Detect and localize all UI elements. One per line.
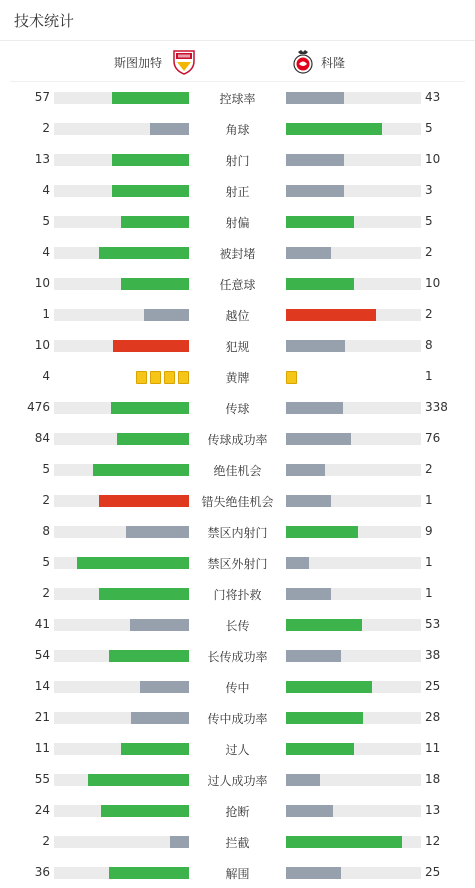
home-bar-fill	[140, 681, 189, 693]
stat-row	[0, 671, 475, 702]
home-value: 54	[34, 648, 50, 662]
stat-label: 禁区内射门	[207, 526, 268, 540]
home-bar-track	[54, 185, 189, 197]
away-bar-fill	[286, 340, 345, 352]
home-value: 476	[27, 400, 50, 414]
stat-row	[0, 144, 475, 175]
yellow-card-icon	[150, 371, 161, 384]
away-bar-track	[286, 774, 421, 786]
stat-row	[0, 516, 475, 547]
away-team[interactable]	[291, 49, 345, 75]
home-bar-track	[54, 278, 189, 290]
away-bar-track	[286, 278, 421, 290]
away-bar-fill	[286, 123, 382, 135]
home-value: 10	[34, 338, 50, 352]
stat-label: 门将扑救	[213, 588, 262, 602]
away-bar-fill	[286, 154, 344, 166]
away-bar-fill	[286, 216, 354, 228]
stat-label: 拦截	[225, 836, 250, 850]
stat-row	[0, 640, 475, 671]
away-bar-fill	[286, 278, 354, 290]
away-bar-fill	[286, 495, 331, 507]
away-value: 1	[425, 586, 433, 600]
away-bar-track	[286, 185, 421, 197]
stat-row	[0, 733, 475, 764]
away-bar-track	[286, 805, 421, 817]
stat-row	[0, 113, 475, 144]
home-value: 2	[42, 121, 50, 135]
away-value: 5	[425, 121, 433, 135]
away-bar-fill	[286, 433, 351, 445]
away-bar-track	[286, 309, 421, 321]
away-value: 53	[425, 617, 441, 631]
home-bar-track	[54, 402, 189, 414]
home-team[interactable]	[114, 49, 196, 75]
home-bar-track	[54, 836, 189, 848]
stat-row	[0, 578, 475, 609]
home-bar-track	[54, 557, 189, 569]
stat-row	[0, 268, 475, 299]
home-bar-track	[54, 743, 189, 755]
stat-label: 犯规	[225, 340, 250, 354]
stat-row	[0, 175, 475, 206]
home-value: 1	[42, 307, 50, 321]
away-bar-track	[286, 712, 421, 724]
away-bar-track	[286, 743, 421, 755]
stat-row	[0, 857, 475, 888]
away-bar-track	[286, 340, 421, 352]
home-value: 24	[34, 803, 50, 817]
stat-label: 禁区外射门	[207, 557, 268, 571]
home-bar-fill	[99, 247, 189, 259]
stat-label: 越位	[225, 309, 250, 323]
away-value: 38	[425, 648, 441, 662]
home-value: 2	[42, 834, 50, 848]
home-bar-fill	[121, 278, 189, 290]
away-value: 2	[425, 245, 433, 259]
away-bar-fill	[286, 526, 358, 538]
home-bar-fill	[112, 154, 189, 166]
stat-label: 射偏	[225, 216, 250, 230]
stat-row	[0, 764, 475, 795]
home-bar-fill	[112, 92, 189, 104]
away-bar-track	[286, 402, 421, 414]
stat-label: 任意球	[219, 278, 256, 292]
stat-row	[0, 237, 475, 268]
away-bar-fill	[286, 557, 309, 569]
away-value: 9	[425, 524, 433, 538]
away-bar-track	[286, 433, 421, 445]
home-bar-track	[54, 526, 189, 538]
away-bar-track	[286, 216, 421, 228]
stat-label: 传中	[225, 681, 250, 695]
away-bar-fill	[286, 309, 376, 321]
stat-label: 黄牌	[225, 371, 250, 385]
stuttgart-crest-icon	[172, 49, 196, 75]
away-bar-track	[286, 867, 421, 879]
home-value: 11	[34, 741, 50, 755]
home-value: 2	[42, 586, 50, 600]
away-value: 13	[425, 803, 441, 817]
away-bar-fill	[286, 619, 362, 631]
home-yellow-cards	[136, 371, 189, 383]
stat-row	[0, 330, 475, 361]
stats-list	[0, 82, 475, 888]
stat-label: 长传成功率	[207, 650, 268, 664]
home-bar-fill	[77, 557, 189, 569]
away-bar-fill	[286, 681, 372, 693]
yellow-card-icon	[178, 371, 189, 384]
home-value: 5	[42, 555, 50, 569]
home-bar-fill	[113, 340, 189, 352]
away-value: 1	[425, 555, 433, 569]
stat-row	[0, 609, 475, 640]
home-bar-track	[54, 681, 189, 693]
home-bar-track	[54, 588, 189, 600]
away-bar-track	[286, 154, 421, 166]
home-bar-fill	[109, 867, 189, 879]
home-bar-fill	[111, 402, 189, 414]
home-value: 4	[42, 245, 50, 259]
home-value: 5	[42, 462, 50, 476]
teams-header	[10, 41, 465, 82]
away-bar-fill	[286, 92, 344, 104]
home-value: 4	[42, 183, 50, 197]
away-value: 1	[425, 493, 433, 507]
away-value: 1	[425, 369, 433, 383]
home-bar-fill	[121, 216, 189, 228]
home-value: 2	[42, 493, 50, 507]
away-value: 10	[425, 276, 441, 290]
stat-row	[0, 485, 475, 516]
home-value: 8	[42, 524, 50, 538]
stat-row	[0, 702, 475, 733]
away-bar-track	[286, 557, 421, 569]
home-bar-track	[54, 619, 189, 631]
away-bar-fill	[286, 588, 331, 600]
home-value: 5	[42, 214, 50, 228]
away-bar-fill	[286, 836, 402, 848]
home-bar-track	[54, 247, 189, 259]
away-bar-track	[286, 619, 421, 631]
home-bar-track	[54, 309, 189, 321]
stat-row	[0, 361, 475, 392]
home-bar-track	[54, 867, 189, 879]
home-bar-track	[54, 774, 189, 786]
stat-label: 射门	[225, 154, 250, 168]
stat-label: 绝佳机会	[213, 464, 262, 478]
home-bar-fill	[130, 619, 189, 631]
home-bar-fill	[131, 712, 189, 724]
stat-row	[0, 547, 475, 578]
home-bar-track	[54, 650, 189, 662]
stat-label: 过人成功率	[207, 774, 268, 788]
away-bar-track	[286, 588, 421, 600]
stat-row	[0, 206, 475, 237]
home-bar-fill	[101, 805, 189, 817]
away-value: 76	[425, 431, 441, 445]
home-bar-fill	[126, 526, 189, 538]
away-bar-track	[286, 495, 421, 507]
away-value: 2	[425, 462, 433, 476]
away-bar-track	[286, 247, 421, 259]
away-bar-track	[286, 681, 421, 693]
home-value: 57	[34, 90, 50, 104]
away-value: 12	[425, 834, 441, 848]
home-bar-fill	[93, 464, 189, 476]
away-bar-fill	[286, 464, 325, 476]
away-yellow-cards	[286, 371, 297, 383]
home-bar-track	[54, 712, 189, 724]
home-bar-fill	[150, 123, 189, 135]
home-value: 10	[34, 276, 50, 290]
stat-row	[0, 299, 475, 330]
home-bar-fill	[117, 433, 189, 445]
away-bar-fill	[286, 774, 320, 786]
stat-label: 传球	[225, 402, 250, 416]
home-bar-track	[54, 92, 189, 104]
home-value: 21	[34, 710, 50, 724]
stat-label: 传中成功率	[207, 712, 268, 726]
home-value: 36	[34, 865, 50, 879]
stat-label: 抢断	[225, 805, 250, 819]
stat-label: 角球	[225, 123, 250, 137]
away-bar-fill	[286, 712, 363, 724]
stat-label: 解围	[225, 867, 250, 881]
away-bar-track	[286, 464, 421, 476]
home-value: 14	[34, 679, 50, 693]
away-value: 3	[425, 183, 433, 197]
away-value: 11	[425, 741, 441, 755]
away-value: 8	[425, 338, 433, 352]
away-bar-track	[286, 526, 421, 538]
stat-row	[0, 454, 475, 485]
away-value: 5	[425, 214, 433, 228]
home-bar-fill	[88, 774, 189, 786]
stat-label: 控球率	[219, 92, 256, 106]
away-value: 28	[425, 710, 441, 724]
away-value: 10	[425, 152, 441, 166]
away-bar-fill	[286, 185, 344, 197]
away-bar-fill	[286, 805, 333, 817]
home-value: 41	[34, 617, 50, 631]
stat-label: 传球成功率	[207, 433, 268, 447]
away-bar-fill	[286, 867, 341, 879]
away-value: 338	[425, 400, 448, 414]
stat-label: 长传	[225, 619, 250, 633]
home-value: 84	[34, 431, 50, 445]
home-bar-track	[54, 123, 189, 135]
away-value: 25	[425, 865, 441, 879]
home-team-name: 斯图加特	[114, 55, 163, 70]
home-value: 55	[34, 772, 50, 786]
home-bar-fill	[144, 309, 189, 321]
away-value: 18	[425, 772, 441, 786]
stat-label: 被封堵	[219, 247, 256, 261]
away-bar-fill	[286, 247, 331, 259]
away-bar-track	[286, 123, 421, 135]
home-bar-fill	[170, 836, 189, 848]
away-bar-fill	[286, 743, 354, 755]
away-team-name: 科隆	[321, 55, 346, 70]
away-bar-track	[286, 836, 421, 848]
home-bar-track	[54, 216, 189, 228]
stat-row	[0, 423, 475, 454]
page-title: 技术统计	[0, 0, 475, 41]
home-bar-fill	[109, 650, 189, 662]
stat-row	[0, 826, 475, 857]
yellow-card-icon	[286, 371, 297, 384]
away-bar-track	[286, 650, 421, 662]
home-bar-track	[54, 805, 189, 817]
home-bar-track	[54, 495, 189, 507]
away-bar-track	[286, 92, 421, 104]
home-value: 13	[34, 152, 50, 166]
yellow-card-icon	[136, 371, 147, 384]
stat-row	[0, 795, 475, 826]
away-bar-fill	[286, 650, 341, 662]
away-value: 2	[425, 307, 433, 321]
yellow-card-icon	[164, 371, 175, 384]
stat-label: 过人	[225, 743, 250, 757]
away-bar-fill	[286, 402, 343, 414]
home-bar-fill	[112, 185, 189, 197]
away-value: 43	[425, 90, 441, 104]
stat-label: 错失绝佳机会	[201, 495, 274, 509]
home-bar-fill	[121, 743, 189, 755]
stat-row	[0, 82, 475, 113]
home-value: 4	[42, 369, 50, 383]
home-bar-track	[54, 340, 189, 352]
koln-crest-icon	[291, 49, 315, 75]
home-bar-fill	[99, 588, 189, 600]
home-bar-fill	[99, 495, 189, 507]
home-bar-track	[54, 433, 189, 445]
home-bar-track	[54, 464, 189, 476]
away-value: 25	[425, 679, 441, 693]
stat-label: 射正	[225, 185, 250, 199]
home-bar-track	[54, 154, 189, 166]
stat-row	[0, 392, 475, 423]
